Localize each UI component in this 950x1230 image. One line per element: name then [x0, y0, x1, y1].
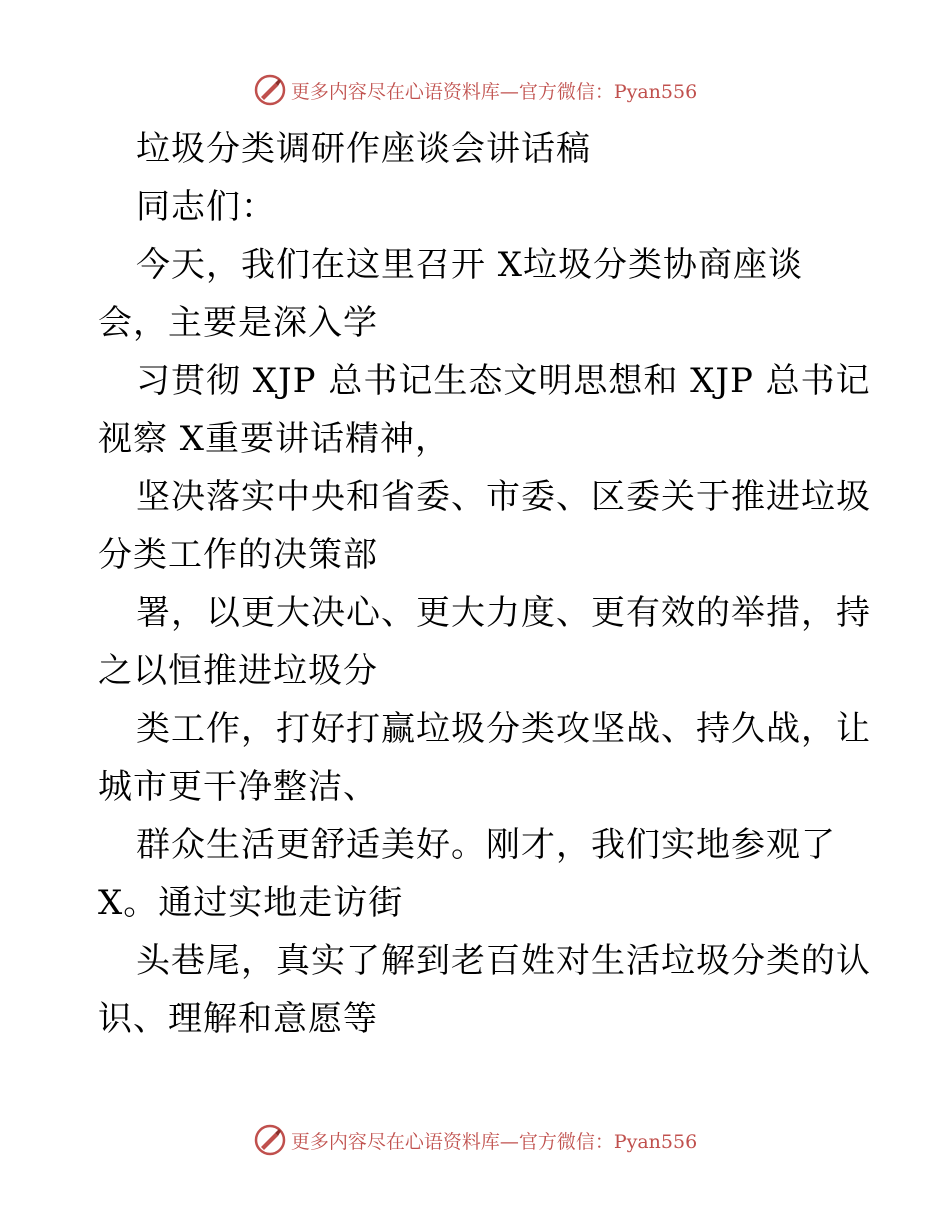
paragraph-line: 习贯彻 XJP 总书记生态文明思想和 XJP 总书记 [136, 361, 871, 401]
paragraph-line: 视察 X重要讲话精神， [98, 419, 451, 459]
paragraph-line: 识、理解和意愿等 [98, 999, 378, 1039]
pen-circle-logo-icon [253, 73, 287, 107]
paragraph-line: 今天，我们在这里召开 X垃圾分类协商座谈 [136, 245, 804, 285]
paragraph-line: 会，主要是深入学 [98, 303, 378, 343]
paragraph-line: 头巷尾，真实了解到老百姓对生活垃圾分类的认 [136, 941, 871, 981]
document-title: 垃圾分类调研作座谈会讲话稿 [136, 129, 591, 169]
header-banner [0, 70, 950, 110]
document-body [98, 120, 871, 1048]
paragraph-line: 分类工作的决策部 [98, 535, 378, 575]
paragraph-line: 之以恒推进垃圾分 [98, 651, 378, 691]
paragraph-line: 类工作，打好打赢垃圾分类攻坚战、持久战，让 [136, 709, 871, 749]
paragraph-line: 坚决落实中央和省委、市委、区委关于推进垃圾 [136, 477, 871, 517]
footer-banner [0, 1120, 950, 1160]
paragraph-line: X。通过实地走访街 [98, 883, 404, 923]
paragraph-line: 城市更干净整洁、 [98, 767, 378, 807]
paragraph-line: 群众生活更舒适美好。刚才，我们实地参观了 [136, 825, 836, 865]
pen-circle-logo-icon [253, 1123, 287, 1157]
salutation: 同志们： [136, 187, 276, 227]
banner-text: 更多内容尽在心语资料库—官方微信：Pyan556 [290, 1130, 698, 1153]
banner-text: 更多内容尽在心语资料库—官方微信：Pyan556 [290, 80, 698, 103]
paragraph-line: 署，以更大决心、更大力度、更有效的举措，持 [136, 593, 871, 633]
